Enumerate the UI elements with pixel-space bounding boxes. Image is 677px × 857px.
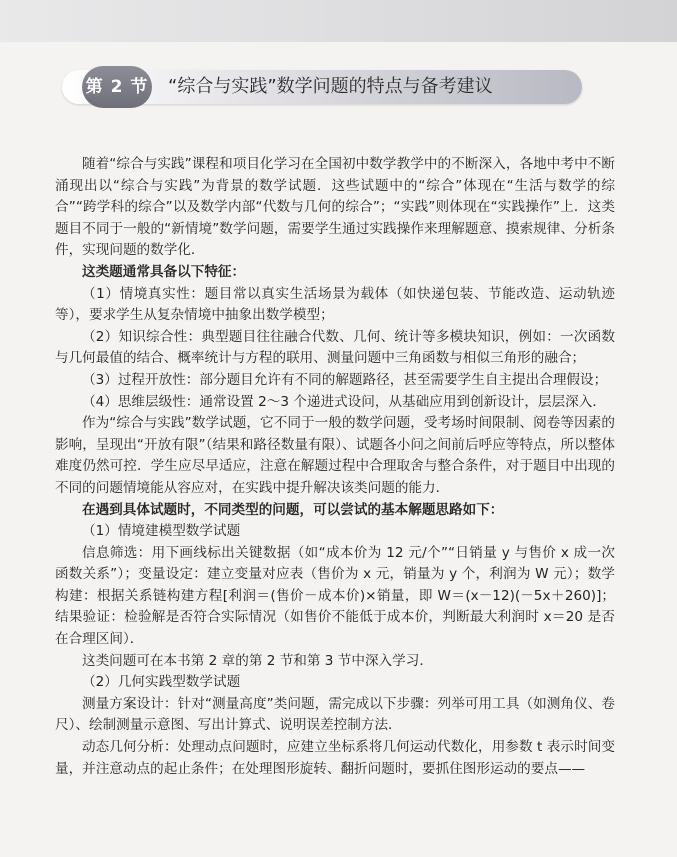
paragraph-feature-1: （1）情境真实性：题目常以真实生活场景为载体（如快递包装、节能改造、运动轨迹等），要求学生从复杂情境中抽象出数学模型； (55, 285, 615, 324)
paragraph-measurement-design: 测量方案设计：针对“测量高度”类问题，需完成以下步骤：列举可用工具（如测角仪、卷尺）、绘制测量示意图、写出计算式、说明误差控制方法． (55, 695, 615, 734)
paragraph-type-2-heading: （2）几何实践型数学试题 (82, 674, 241, 691)
page-top-strip (0, 0, 677, 42)
paragraph-type-1-reference: 这类问题可在本书第 2 章的第 2 节和第 3 节中深入学习． (82, 652, 433, 669)
paragraph-approach-heading: 在遇到具体试题时，不同类型的问题，可以尝试的基本解题思路如下： (82, 501, 504, 518)
paragraph-features-heading: 这类题通常具备以下特征： (82, 263, 246, 280)
body-text (55, 154, 615, 780)
paragraph-feature-4: （4）思维层级性：通常设置 2～3 个递进式设问，从基础应用到创新设计，层层深入． (82, 393, 606, 410)
paragraph-intro: 随着“综合与实践”课程和项目化学习在全国初中数学教学中的不断深入，各地中考中不断涌现出以“综合与实践”为背景的数学试题．这些试题中的“综合”体现在“生活与数学的综合”“跨学科的综合”以及数学内部“代数与几何的综合”；“实践”则体现在“实践操作”上．这类题目不同于一般的“新情境”数学问题，需要学生通过实践操作来理解题意、摸索规律、分析条件，实现问题的数学化． (55, 156, 615, 259)
section-number-badge: 第 2 节 (82, 66, 152, 108)
section-title: “综合与实践”数学问题的特点与备考建议 (168, 76, 493, 97)
paragraph-feature-3: （3）过程开放性：部分题目允许有不同的解题路径，甚至需要学生自主提出合理假设； (82, 371, 608, 388)
paragraph-type-1-body: 信息筛选：用下画线标出关键数据（如“成本价为 12 元/个”“日销量 y 与售价 x 成一次函数关系”）；变量设定：建立变量对应表（售价为 x 元，销量为 y 个，利润为 W 元）；数学构建：根据关系链构建方程[利润＝(售价－成本价)×销量，即 W＝(x－12)(－5x＋260)]；结果验证：检验解是否符合实际情况（如售价不能低于成本价，判断最大利润时 x＝20 是否在合理区间）． (55, 544, 615, 648)
paragraph-open-limited: 作为“综合与实践”数学试题，它不同于一般的数学问题，受考场时间限制、阅卷等因素的影响，呈现出“开放有限”（结果和路径数量有限）、试题各小问之间前后呼应等特点，所以整体难度仍然可控．学生应尽早适应，注意在解题过程中合理取舍与整合条件，对于题目中出现的不同的问题情境能从容应对，在实践中提升解决该类问题的能力． (55, 415, 615, 496)
paragraph-type-1-heading: （1）情境建模型数学试题 (82, 523, 241, 540)
paragraph-dynamic-geometry: 动态几何分析：处理动点问题时，应建立坐标系将几何运动代数化，用参数 t 表示时间变量，并注意动点的起止条件；在处理图形旋转、翻折问题时，要抓住图形运动的要点—— (55, 739, 615, 777)
paragraph-feature-2: （2）知识综合性：典型题目往往融合代数、几何、统计等多模块知识，例如：一次函数与几何最值的结合、概率统计与方程的联用、测量问题中三角函数与相似三角形的融合； (55, 328, 615, 367)
